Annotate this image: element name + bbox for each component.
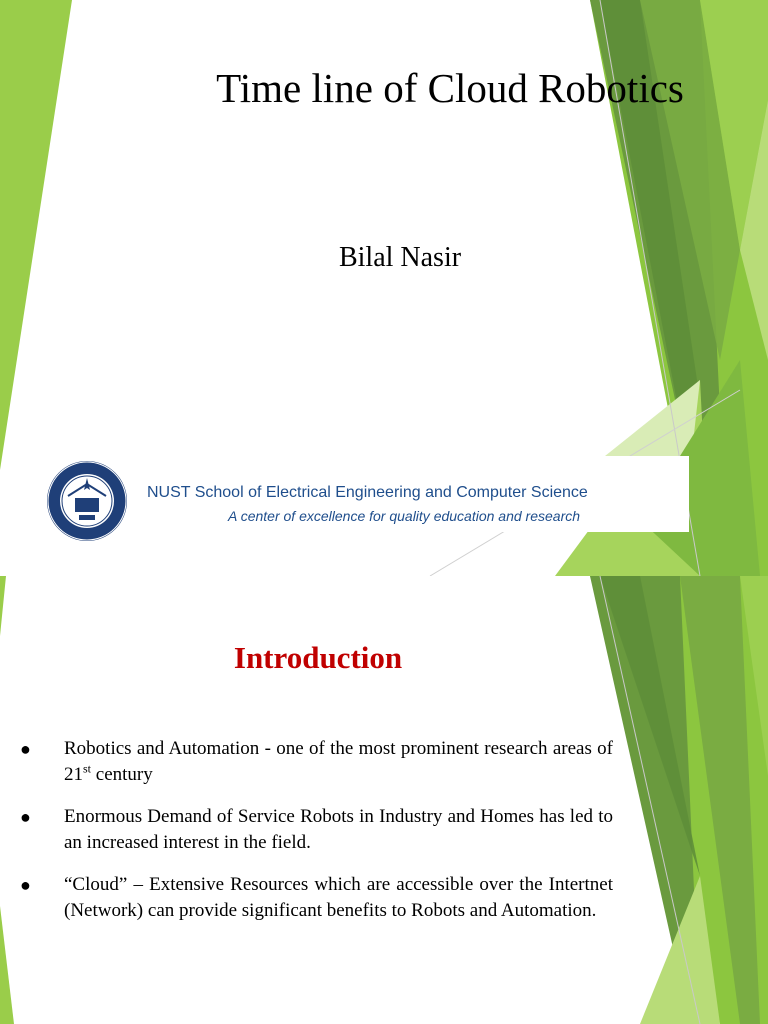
bullet-item bbox=[20, 736, 613, 788]
nust-seal-logo-icon bbox=[44, 458, 130, 544]
slide-heading: Introduction bbox=[233, 640, 403, 675]
bullet-list bbox=[20, 736, 613, 940]
slide-title: Time line of Cloud Robotics bbox=[216, 65, 684, 111]
school-name: NUST School of Electrical Engineering and Computer Science bbox=[147, 484, 588, 501]
author-name: Bilal Nasir bbox=[338, 242, 462, 273]
bullet-dot-icon: ● bbox=[20, 807, 31, 827]
school-tagline: A center of excellence for quality education and research bbox=[228, 508, 581, 524]
bullet-text: Enormous Demand of Service Robots in Industry and Homes has led to an increased interest in the field. bbox=[64, 806, 613, 853]
bullet-dot-icon: ● bbox=[20, 875, 31, 895]
bullet-text: Robotics and Automation - one of the most prominent research areas of 21 bbox=[64, 738, 613, 785]
bullet-text: “Cloud” – Extensive Resources which are accessible over the Intertnet (Network) can provide significant benefits to Robots and Automation. bbox=[64, 874, 613, 921]
bullet-item bbox=[20, 804, 613, 856]
introduction-slide bbox=[0, 576, 768, 1024]
bullet-text-tail: century bbox=[91, 764, 153, 785]
bullet-superscript: st bbox=[83, 761, 92, 776]
school-banner bbox=[38, 456, 689, 532]
bullet-dot-icon: ● bbox=[20, 739, 31, 759]
bullet-item bbox=[20, 872, 613, 924]
